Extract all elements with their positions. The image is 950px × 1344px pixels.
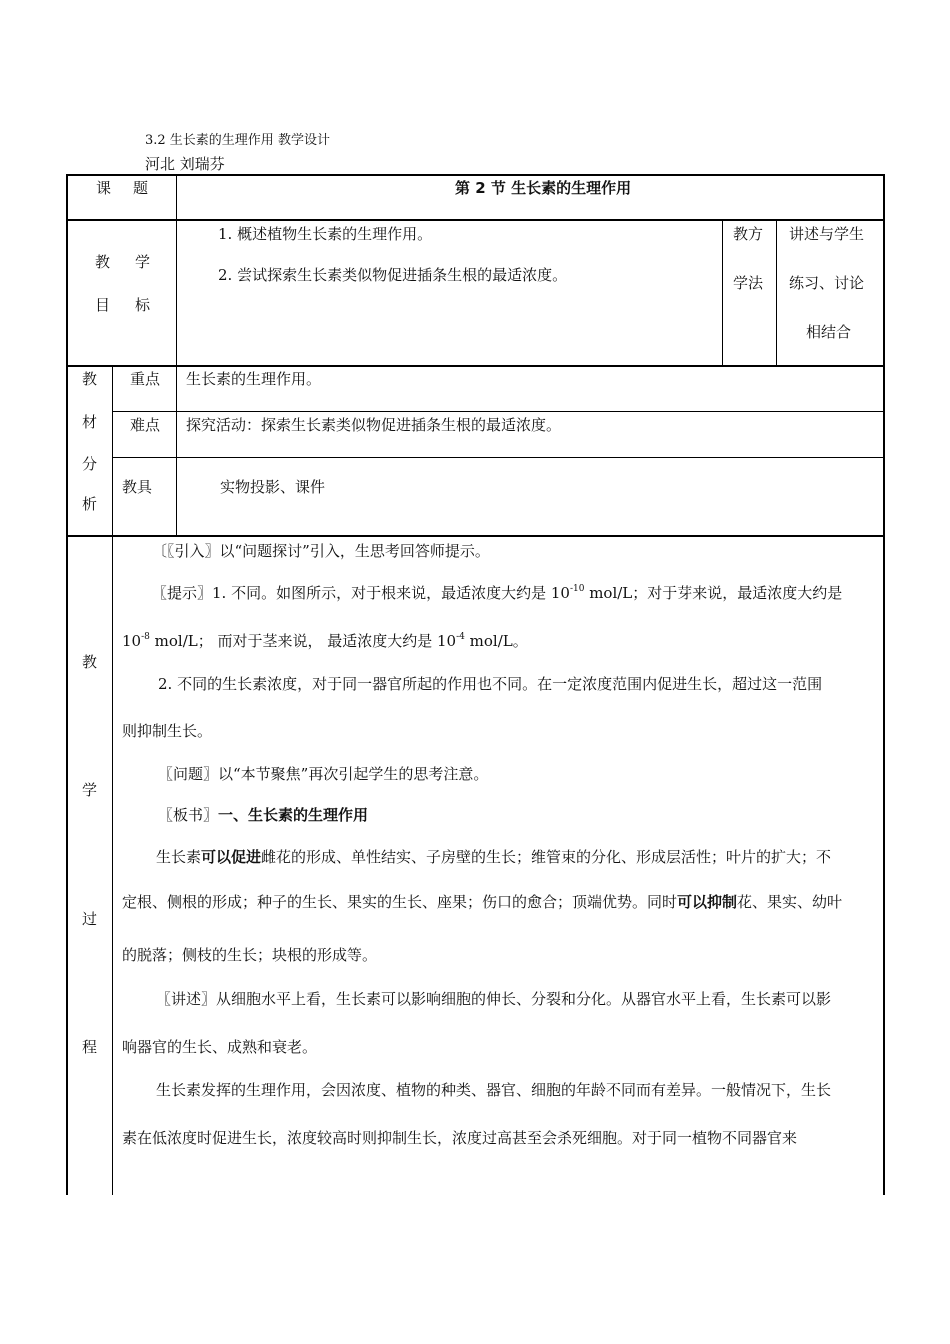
material-label-char: 分 [82, 455, 98, 473]
paragraph: $10^{-8}$ mol/L； 而对于茎来说， 最适浓度大约是 $10^{-4}$ mol/L。 [122, 632, 528, 650]
column-divider [722, 220, 723, 366]
table-left-border [66, 174, 68, 1195]
material-label-char: 材 [82, 413, 98, 431]
process-label-char: 过 [82, 910, 98, 928]
author-line: 河北 刘瑞芬 [145, 155, 225, 173]
process-label-char: 教 [82, 653, 98, 671]
difficulty-value: 探究活动：探索生长素类似物促进插条生根的最适浓度。 [186, 416, 562, 434]
row-divider [66, 219, 885, 221]
paragraph: 的脱落；侧枝的生长；块根的形成等。 [122, 946, 378, 964]
key-point-label: 重点 [130, 370, 161, 388]
process-label-char: 程 [82, 1038, 98, 1056]
document-title: 3.2 生长素的生理作用 教学设计 [145, 133, 330, 148]
goals-label-char: 目 [95, 296, 111, 314]
column-divider [176, 174, 177, 536]
difficulty-label: 难点 [130, 416, 161, 434]
goals-label-char: 学 [135, 253, 151, 271]
material-label-char: 教 [82, 370, 98, 388]
paragraph: 生长素可以促进雌花的形成、单性结实、子房壁的生长；维管束的分化、形成层活性；叶片的扩大；不 [156, 848, 832, 866]
board-heading: 〖板书〗一、生长素的生理作用 [158, 806, 369, 824]
method-value: 相结合 [806, 323, 852, 341]
method-label: 教方 [733, 225, 764, 243]
paragraph: 生长素发挥的生理作用，会因浓度、植物的种类、器官、细胞的年龄不同而有差异。一般情况下，生长 [156, 1081, 832, 1099]
paragraph: 则抑制生长。 [122, 722, 213, 740]
tools-value: 实物投影、课件 [220, 478, 326, 496]
method-value: 讲述与学生 [789, 225, 865, 243]
method-label: 学法 [733, 274, 764, 292]
paragraph: 〔〖引入〗以“问题探讨”引入，生思考回答师提示。 [152, 542, 490, 560]
row-divider [112, 411, 885, 412]
goals-label-char: 标 [135, 296, 151, 314]
topic-label-char: 课 [96, 179, 112, 197]
paragraph: 〖提示〗1. 不同。如图所示，对于根来说，最适浓度大约是 $10^{-10}$ mol/L；对于芽来说，最适浓度大约是 [152, 584, 843, 602]
row-divider [66, 365, 885, 367]
paragraph: 响器官的生长、成熟和衰老。 [122, 1038, 318, 1056]
paragraph: 2. 不同的生长素浓度，对于同一器官所起的作用也不同。在一定浓度范围内促进生长，超过这一范围 [158, 675, 823, 693]
material-label-char: 析 [82, 495, 98, 513]
goal-item: 2. 尝试探索生长素类似物促进插条生根的最适浓度。 [218, 266, 568, 284]
paragraph: 〖讲述〗从细胞水平上看，生长素可以影响细胞的伸长、分裂和分化。从器官水平上看，生长素可以影 [156, 990, 832, 1008]
topic-label-char: 题 [133, 179, 149, 197]
table-top-border [66, 174, 885, 176]
paragraph: 〖问题〗以“本节聚焦”再次引起学生的思考注意。 [158, 765, 489, 783]
lesson-title: 第 2 节 生长素的生理作用 [455, 179, 632, 197]
tools-label: 教具 [122, 478, 153, 496]
process-label-char: 学 [82, 781, 98, 799]
column-divider [112, 366, 113, 1195]
goals-label-char: 教 [95, 253, 111, 271]
row-divider [66, 535, 885, 537]
column-divider [776, 220, 777, 366]
table-right-border [883, 174, 885, 1195]
key-point-value: 生长素的生理作用。 [186, 370, 322, 388]
paragraph: 定根、侧根的形成；种子的生长、果实的生长、座果；伤口的愈合；顶端优势。同时可以抑制花、果实、幼叶 [122, 893, 843, 911]
row-divider [112, 457, 885, 458]
method-value: 练习、讨论 [789, 274, 865, 292]
goal-item: 1. 概述植物生长素的生理作用。 [218, 225, 433, 243]
paragraph: 素在低浓度时促进生长，浓度较高时则抑制生长，浓度过高甚至会杀死细胞。对于同一植物不同器官来 [122, 1129, 798, 1147]
